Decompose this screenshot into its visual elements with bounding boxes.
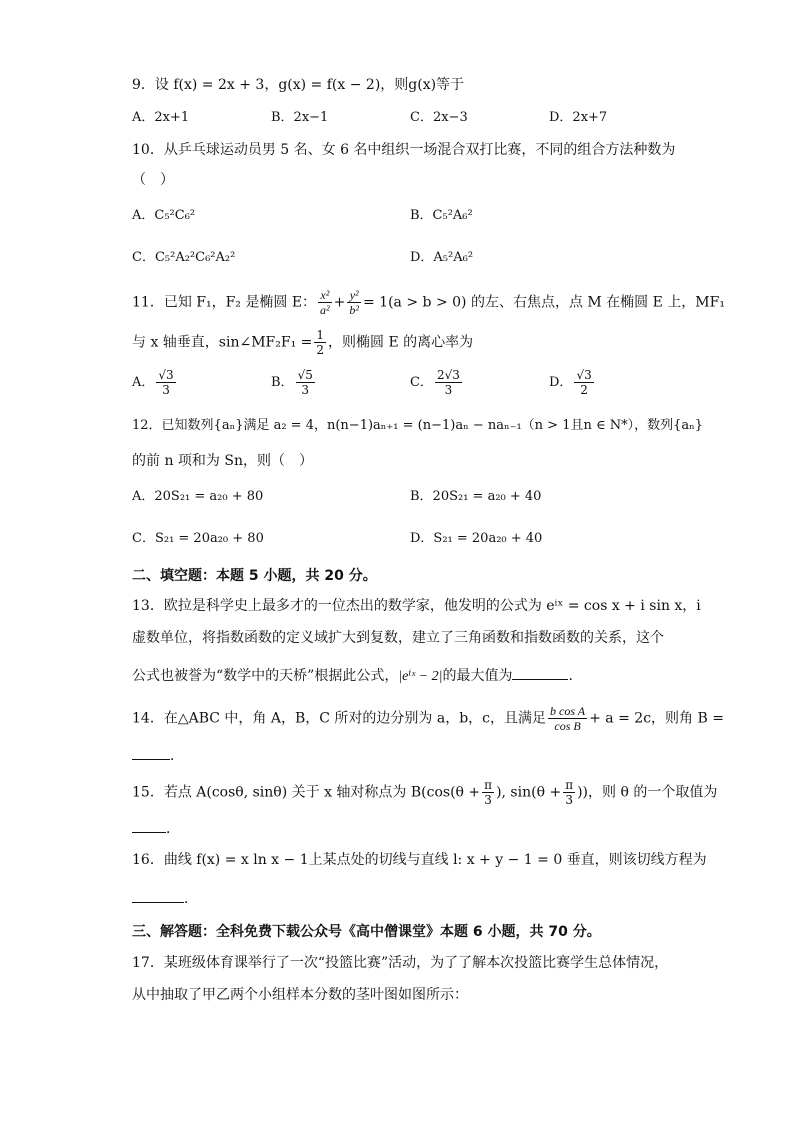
q12-line1: 12．已知数列{aₙ}满足 a₂ = 4，n(n−1)aₙ₊₁ = (n−1)aₙ − naₙ₋₁（n > 1且n ∈ N*），数列{aₙ} [132, 418, 704, 433]
q13-line3: 公式也被誉为“数学中的天桥”根据此公式，|eⁱˣ − 2|的最大值为 ． [132, 665, 582, 687]
q12-option-a: A．20S₂₁ = a₂₀ + 80 [132, 489, 264, 504]
q13-line1: 13．欧拉是科学史上最多才的一位杰出的数学家，他发明的公式为 eⁱˣ = cos x + i sin x，i [132, 598, 701, 614]
q9-option-b: B．2x−1 [271, 110, 329, 125]
half-frac: $\frac{1}{2}$ [316, 328, 325, 357]
q15-line2: ． [132, 818, 180, 839]
q9-stem: 9．设 f(x) = 2x + 3，g(x) = f(x − 2)，则g(x)等于 [132, 77, 465, 93]
q11-line1-b: = 1(a > b > 0) 的左、右焦点，点 M 在椭圆 E 上，MF₁ [363, 294, 725, 311]
q14-line2: ． [132, 745, 184, 766]
q17-line1: 17．某班级体育课举行了一次“投篮比赛”活动，为了了解本次投篮比赛学生总体情况， [132, 955, 669, 971]
q15-answer-blank[interactable] [132, 818, 166, 833]
q12-line2: 的前 n 项和为 Sn，则（ ） [132, 453, 313, 469]
q16-line1: 16．曲线 f(x) = x ln x − 1上某点处的切线与直线 l: x + y − 1 = 0 垂直，则该切线方程为 [132, 852, 707, 868]
q13-abs-expr: |eⁱˣ − 2| [398, 669, 443, 684]
q11-line1-a: 11．已知 F₁，F₂ 是椭圆 E： [132, 294, 317, 311]
q17-line2: 从中抽取了甲乙两个小组样本分数的茎叶图如图所示： [132, 987, 468, 1003]
q10-option-c: C．C₅²A₂²C₆²A₂² [132, 250, 236, 265]
ellipse-x-frac: $\frac{\text{x²}}{\text{a²}}$ [320, 288, 330, 317]
q10-option-a: A．C₅²C₆² [132, 208, 196, 223]
q11-line1: 11．已知 F₁，F₂ 是椭圆 E： $\frac{\text{x²}}{\text{a²}}$ + $\frac{\text{y²}}{\text{b²}}$ = 1(a > b > 0) 的左、右焦点，点 M 在椭圆 E 上，MF₁ [132, 288, 725, 317]
q14-answer-blank[interactable] [132, 745, 170, 760]
q14-line1: 14．在△ABC 中，角 A，B，C 所对的边分别为 a，b，c，且满足 $\frac{\text{b cos A}}{\text{cos B}}$ + a = 2c，则角 B = [132, 704, 724, 733]
q11-option-b: B． $\frac{√5}{3}$ [271, 368, 313, 397]
section-fill-in: 二、填空题：本题 5 小题，共 20 分。 [132, 568, 377, 584]
q11-option-d: D． $\frac{√3}{2}$ [549, 368, 592, 397]
q11-line2: 与 x 轴垂直，sin∠MF₂F₁ = $\frac{1}{2}$ ，则椭圆 E 的离心率为 [132, 328, 474, 357]
section-solutions: 三、解答题：全科免费下载公众号《高中僧课堂》本题 6 小题，共 70 分。 [132, 924, 601, 940]
q11-option-c: C． $\frac{2√3}{3}$ [410, 368, 460, 397]
q13-answer-blank[interactable] [512, 665, 568, 680]
q10-stem: 10．从乒乓球运动员男 5 名、女 6 名中组织一场混合双打比赛，不同的组合方法种数为 [132, 142, 676, 158]
q12-option-b: B．20S₂₁ = a₂₀ + 40 [410, 489, 542, 504]
q10-option-d: D．A₅²A₆² [410, 250, 474, 265]
q16-answer-blank[interactable] [132, 888, 184, 903]
q9-option-d: D．2x+7 [549, 110, 608, 125]
q13-line2: 虚数单位，将指数函数的定义域扩大到复数，建立了三角函数和指数函数的关系，这个 [132, 630, 664, 646]
q10-paren: （ ） [132, 172, 174, 188]
q9-option-c: C．2x−3 [410, 110, 468, 125]
q12-option-c: C．S₂₁ = 20a₂₀ + 80 [132, 531, 264, 546]
q15-line1: 15．若点 A(cosθ, sinθ) 关于 x 轴对称点为 B(cos(θ + $\frac{\pi}{3}$ ), sin(θ + $\frac{\pi}{3}$ ))，则 θ 的一个取值为 [132, 778, 718, 807]
q10-option-b: B．C₅²A₆² [410, 208, 473, 223]
q9-option-a: A．2x+1 [132, 110, 190, 125]
q16-line2: ． [132, 888, 198, 909]
q14-frac: $\frac{\text{b cos A}}{\text{cos B}}$ [550, 704, 586, 733]
q11-option-a: A． $\frac{√3}{3}$ [132, 368, 174, 397]
ellipse-y-frac: $\frac{\text{y²}}{\text{b²}}$ [349, 288, 359, 317]
q12-option-d: D．S₂₁ = 20a₂₀ + 40 [410, 531, 543, 546]
